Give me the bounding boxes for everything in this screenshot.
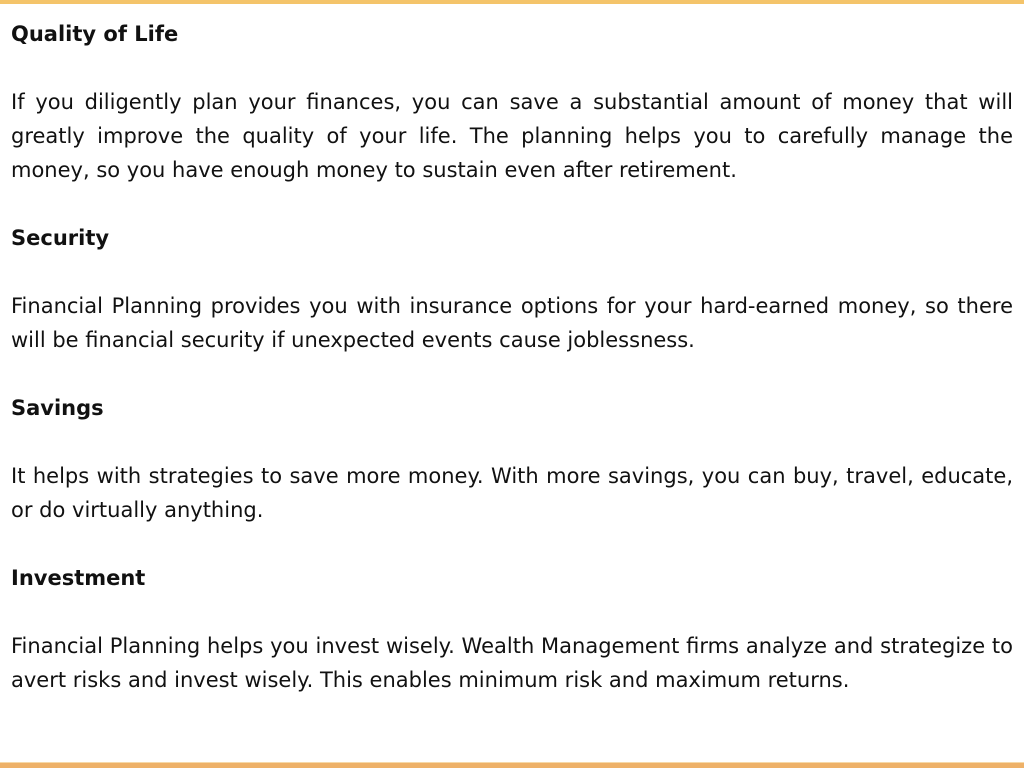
section-security [11,221,1013,357]
section-quality-of-life [11,17,1013,187]
slide-content [11,17,1013,697]
section-body: If you diligently plan your finances, you can save a substantial amount of money that will greatly improve the quality of your life. The planning helps you to carefully manage the money, so you have enough money to sustain even after retirement. [11,90,1013,182]
section-heading: Security [11,226,110,250]
section-heading: Savings [11,396,104,420]
bottom-accent-rule [0,762,1024,768]
section-savings [11,391,1013,527]
section-body: It helps with strategies to save more money. With more savings, you can buy, travel, educate, or do virtually anything. [11,464,1013,522]
top-accent-rule [0,0,1024,4]
section-body: Financial Planning provides you with insurance options for your hard-earned money, so there will be financial security if unexpected events cause joblessness. [11,294,1013,352]
section-heading: Investment [11,566,146,590]
section-investment [11,561,1013,697]
section-heading: Quality of Life [11,22,179,46]
section-body: Financial Planning helps you invest wisely. Wealth Management firms analyze and strategize to avert risks and invest wisely. This enables minimum risk and maximum returns. [11,634,1013,692]
